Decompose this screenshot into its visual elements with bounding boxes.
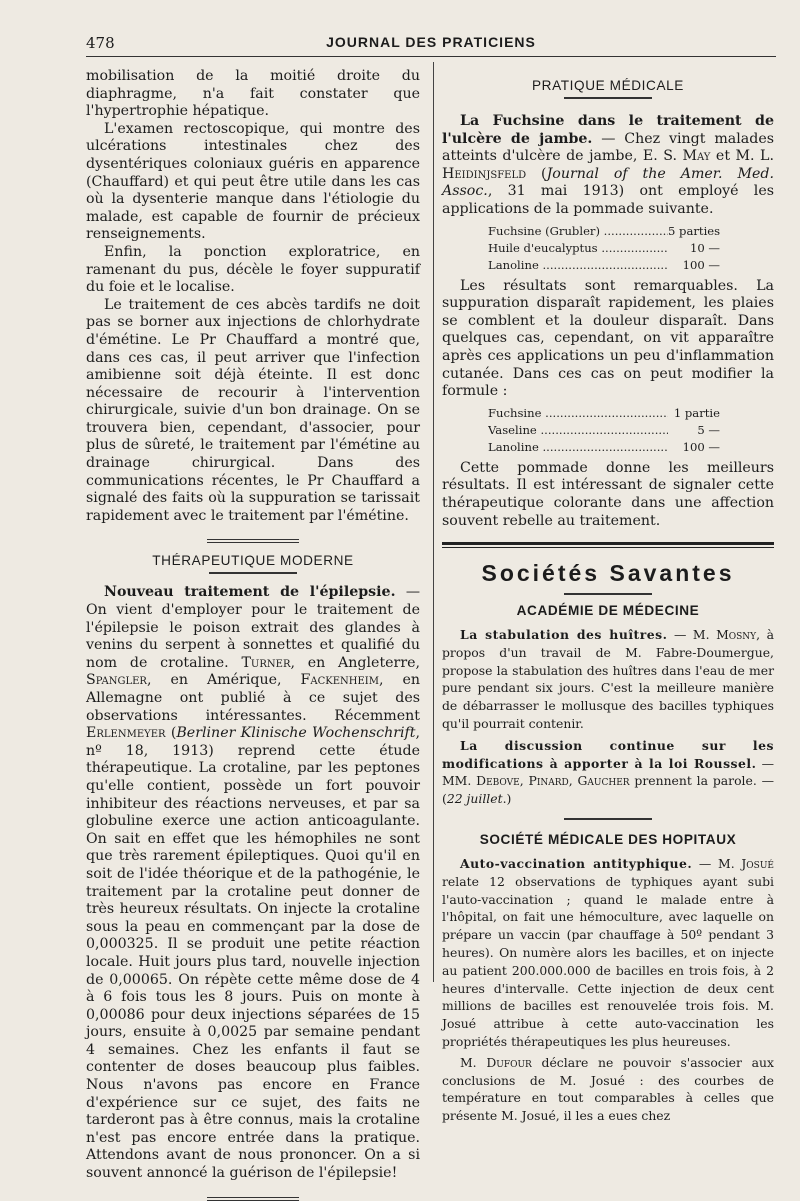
paragraph: Cette pommade donne les meilleurs résultats. Il est intéressant de signaler cette thérapeutique colorante dans une affection souvent rebelle au traitement. <box>442 459 774 529</box>
formula-row: Huile d'eucalyptus ..... 10 — <box>488 240 720 257</box>
subsection-title-hopitaux: SOCIÉTÉ MÉDICALE DES HOPITAUX <box>479 832 737 848</box>
formula-row: Fuchsine ..... 1 partie <box>488 405 720 422</box>
formula-row: Vaseline ..... 5 — <box>488 422 720 439</box>
section-title-pratique: PRATIQUE MÉDICALE <box>532 78 684 93</box>
author-name: Turner <box>241 654 291 671</box>
paragraph: mobilisation de la moitié droite du diaphragme, n'a fait constater que l'hypertrophie hépatique. <box>86 68 420 120</box>
author-name: Erlenmeyer <box>86 725 166 742</box>
article-epilepsie: Nouveau traitement de l'épilepsie. — On vient d'employer pour le traitement de l'épilepsie le poison extrait des glandes à venins du serpent à sonnettes et qualifié du nom de crotaline. Turner, en Angleterre, Spangler, en Amérique, Fackenheim, en Allemagne ont publié à ce sujet des observations intéressantes. Récemment Erlenmeyer (Berliner Klinische Wochenschrift, nº 18, 1913) reprend cette étude thérapeutique. La crotaline, par les peptones qu'elle contient, possède un fort pouvoir inhibiteur des réactions nerveuses, et par sa globuline exerce une action anticoagulante. On sait en effet que les hémophiles ne sont que très rarement épileptiques. Quoi qu'il en soit de l'idée théorique et de la pathogénie, le traitement par la crotaline peut donner de très heureux résultats. On injecte la crotaline sous la peau en commençant par la dose de 0,000325. Il se produit une petite réaction locale. Huit jours plus tard, nouvelle injection de 0,00065. On répète cette même dose de 4 à 6 fois tous les 8 jours. Puis on monte à 0,00086 pour deux injections séparées de 15 jours, ensuite à 0,0025 par semaine pendant 4 semaines. Chez les enfants il faut se contenter de doses beaucoup plus faibles. Nous n'avons pas encore en France d'expérience sur ce sujet, des faits ne tarderont pas à être connus, mais la crotaline n'est pas encore entrée dans la pratique. Attendons avant de nous prononcer. On a si souvent annoncé la guérison de l'épilepsie! <box>86 584 421 1182</box>
paragraph: Les résultats sont remarquables. La suppuration disparaît rapidement, les plaies se comblent et la douleur disparaît. Dans quelques cas, cependant, on vit apparaître après ces applications un peu d'inflammation cutanée. Dans ces cas on peut modifier la formule : <box>442 277 774 400</box>
formula-row: Lanoline ..... 100 — <box>488 257 720 274</box>
section-title-therapeutique: THÉRAPEUTIQUE MODERNE <box>152 553 354 569</box>
journal-citation: Berliner Klinische Wochenschrift <box>176 725 416 742</box>
hopitaux-item: Auto-vaccination antityphique. — M. Josué relate 12 observations de typhiques ayant subi l'auto-vaccination ; quand le malade entre à l'hôpital, on fait une hémoculture, avec laquelle on prépare un vaccin (par chauffage à 50º pendant 3 heures). On numère alors les bacilles, et on injecte au patient 200.000.000 de bacilles en trois fois, à 2 heures d'intervalle. Cette injection de deux cent millions de bacilles est renouvelée trois fois. M. Josué attribue à cette auto-vaccination les propriétés thérapeutiques les plus heureuses. <box>442 856 774 1050</box>
header-rule <box>86 56 776 57</box>
column-divider <box>433 62 434 982</box>
academie-item: La discussion continue sur les modifications à apporter à la loi Roussel. — MM. Debove, Pinard, Gaucher prennent la parole. — (22 juillet.) <box>442 737 774 807</box>
right-column <box>442 68 774 1125</box>
hopitaux-item: M. Dufour déclare ne pouvoir s'associer aux conclusions de M. Josué : des courbes de température en tout comparables à celles que présente M. Josué, il les a eues chez <box>442 1054 774 1124</box>
formula-table-2 <box>488 405 720 456</box>
author-name: Josué <box>741 856 774 872</box>
formula-table-1 <box>488 223 720 274</box>
item-lead: La discussion continue sur les modifications à apporter à la loi Roussel. <box>442 737 774 771</box>
session-date: 22 juillet <box>446 791 503 807</box>
article-lead: Nouveau traitement de l'épilepsie. <box>104 584 396 601</box>
academie-item: La stabulation des huîtres. — M. Mosny, à propos d'un travail de M. Fabre-Doumergue, propose la stabulation des huîtres dans l'eau de mer pure pendant six jours. C'est la meilleure manière de débarrasser le mollusque des bacilles typhiques qu'il pourrait contenir. <box>442 627 774 732</box>
item-lead: Auto-vaccination antityphique. <box>460 856 693 872</box>
article-lead: La Fuchsine dans le traitement de l'ulcère de jambe. <box>442 113 774 147</box>
subsection-title-academie: ACADÉMIE DE MÉDECINE <box>516 603 700 619</box>
author-names: Debove, Pinard, Gaucher <box>476 773 630 789</box>
article-fuchsine: La Fuchsine dans le traitement de l'ulcère de jambe. — Chez vingt malades atteints d'ulcère de jambe, E. S. May et M. L. Heidinjsfeld (Journal of the Amer. Med. Assoc., 31 mai 1913) ont employé les applications de la pommade suivante. <box>442 113 774 217</box>
page-number: 478 <box>86 34 115 52</box>
author-name: Fackenheim <box>300 672 379 689</box>
journal-citation: Journal of the Amer. Med. Assoc. <box>442 165 774 200</box>
paragraph: Le traitement de ces abcès tardifs ne doit pas se borner aux injections de chlorhydrate d'émétine. Le Pr Chauffard a montré que, dans ces cas, il peut arriver que l'infection amibienne soit déjà éteinte. Il est donc nécessaire de recourir à l'intervention chirurgicale, suivie d'un bon drainage. On se trouvera bien, cependant, d'associer, pour plus de sûreté, le traitement par l'émétine au drainage chirurgical. Dans des communications récentes, le Pr Chauffard a signalé des faits où la suppuration se tarissait rapidement avec le traitement par l'émétine. <box>86 296 420 524</box>
paragraph: Enfin, la ponction exploratrice, en ramenant du pus, décèle le foyer suppuratif du foie et le localise. <box>86 243 420 296</box>
section-separator <box>207 1197 299 1201</box>
formula-row: Lanoline ..... 100 — <box>488 439 720 456</box>
author-name: Dufour <box>486 1054 532 1070</box>
formula-row: Fuchsine (Grubler) ..... 5 parties <box>488 223 720 240</box>
running-head <box>86 34 776 56</box>
left-column <box>86 68 420 1201</box>
item-lead: La stabulation des huîtres. <box>460 627 668 643</box>
author-name: May <box>682 148 711 165</box>
author-name: Heidinjsfeld <box>442 165 527 182</box>
journal-title: JOURNAL DES PRATICIENS <box>326 34 536 50</box>
author-name: Spangler <box>86 672 147 689</box>
paragraph: L'examen rectoscopique, qui montre des ulcérations intestinales chez des dysentériques coloniaux guéris en apparence (Chauffard) et qui peut être utile dans les cas où la dysenterie manque dans l'étiologie du malade, est capable de fournir de précieux renseignements. <box>86 120 420 243</box>
section-title-societes: Sociétés Savantes <box>481 560 735 587</box>
author-name: Mosny <box>716 627 757 643</box>
